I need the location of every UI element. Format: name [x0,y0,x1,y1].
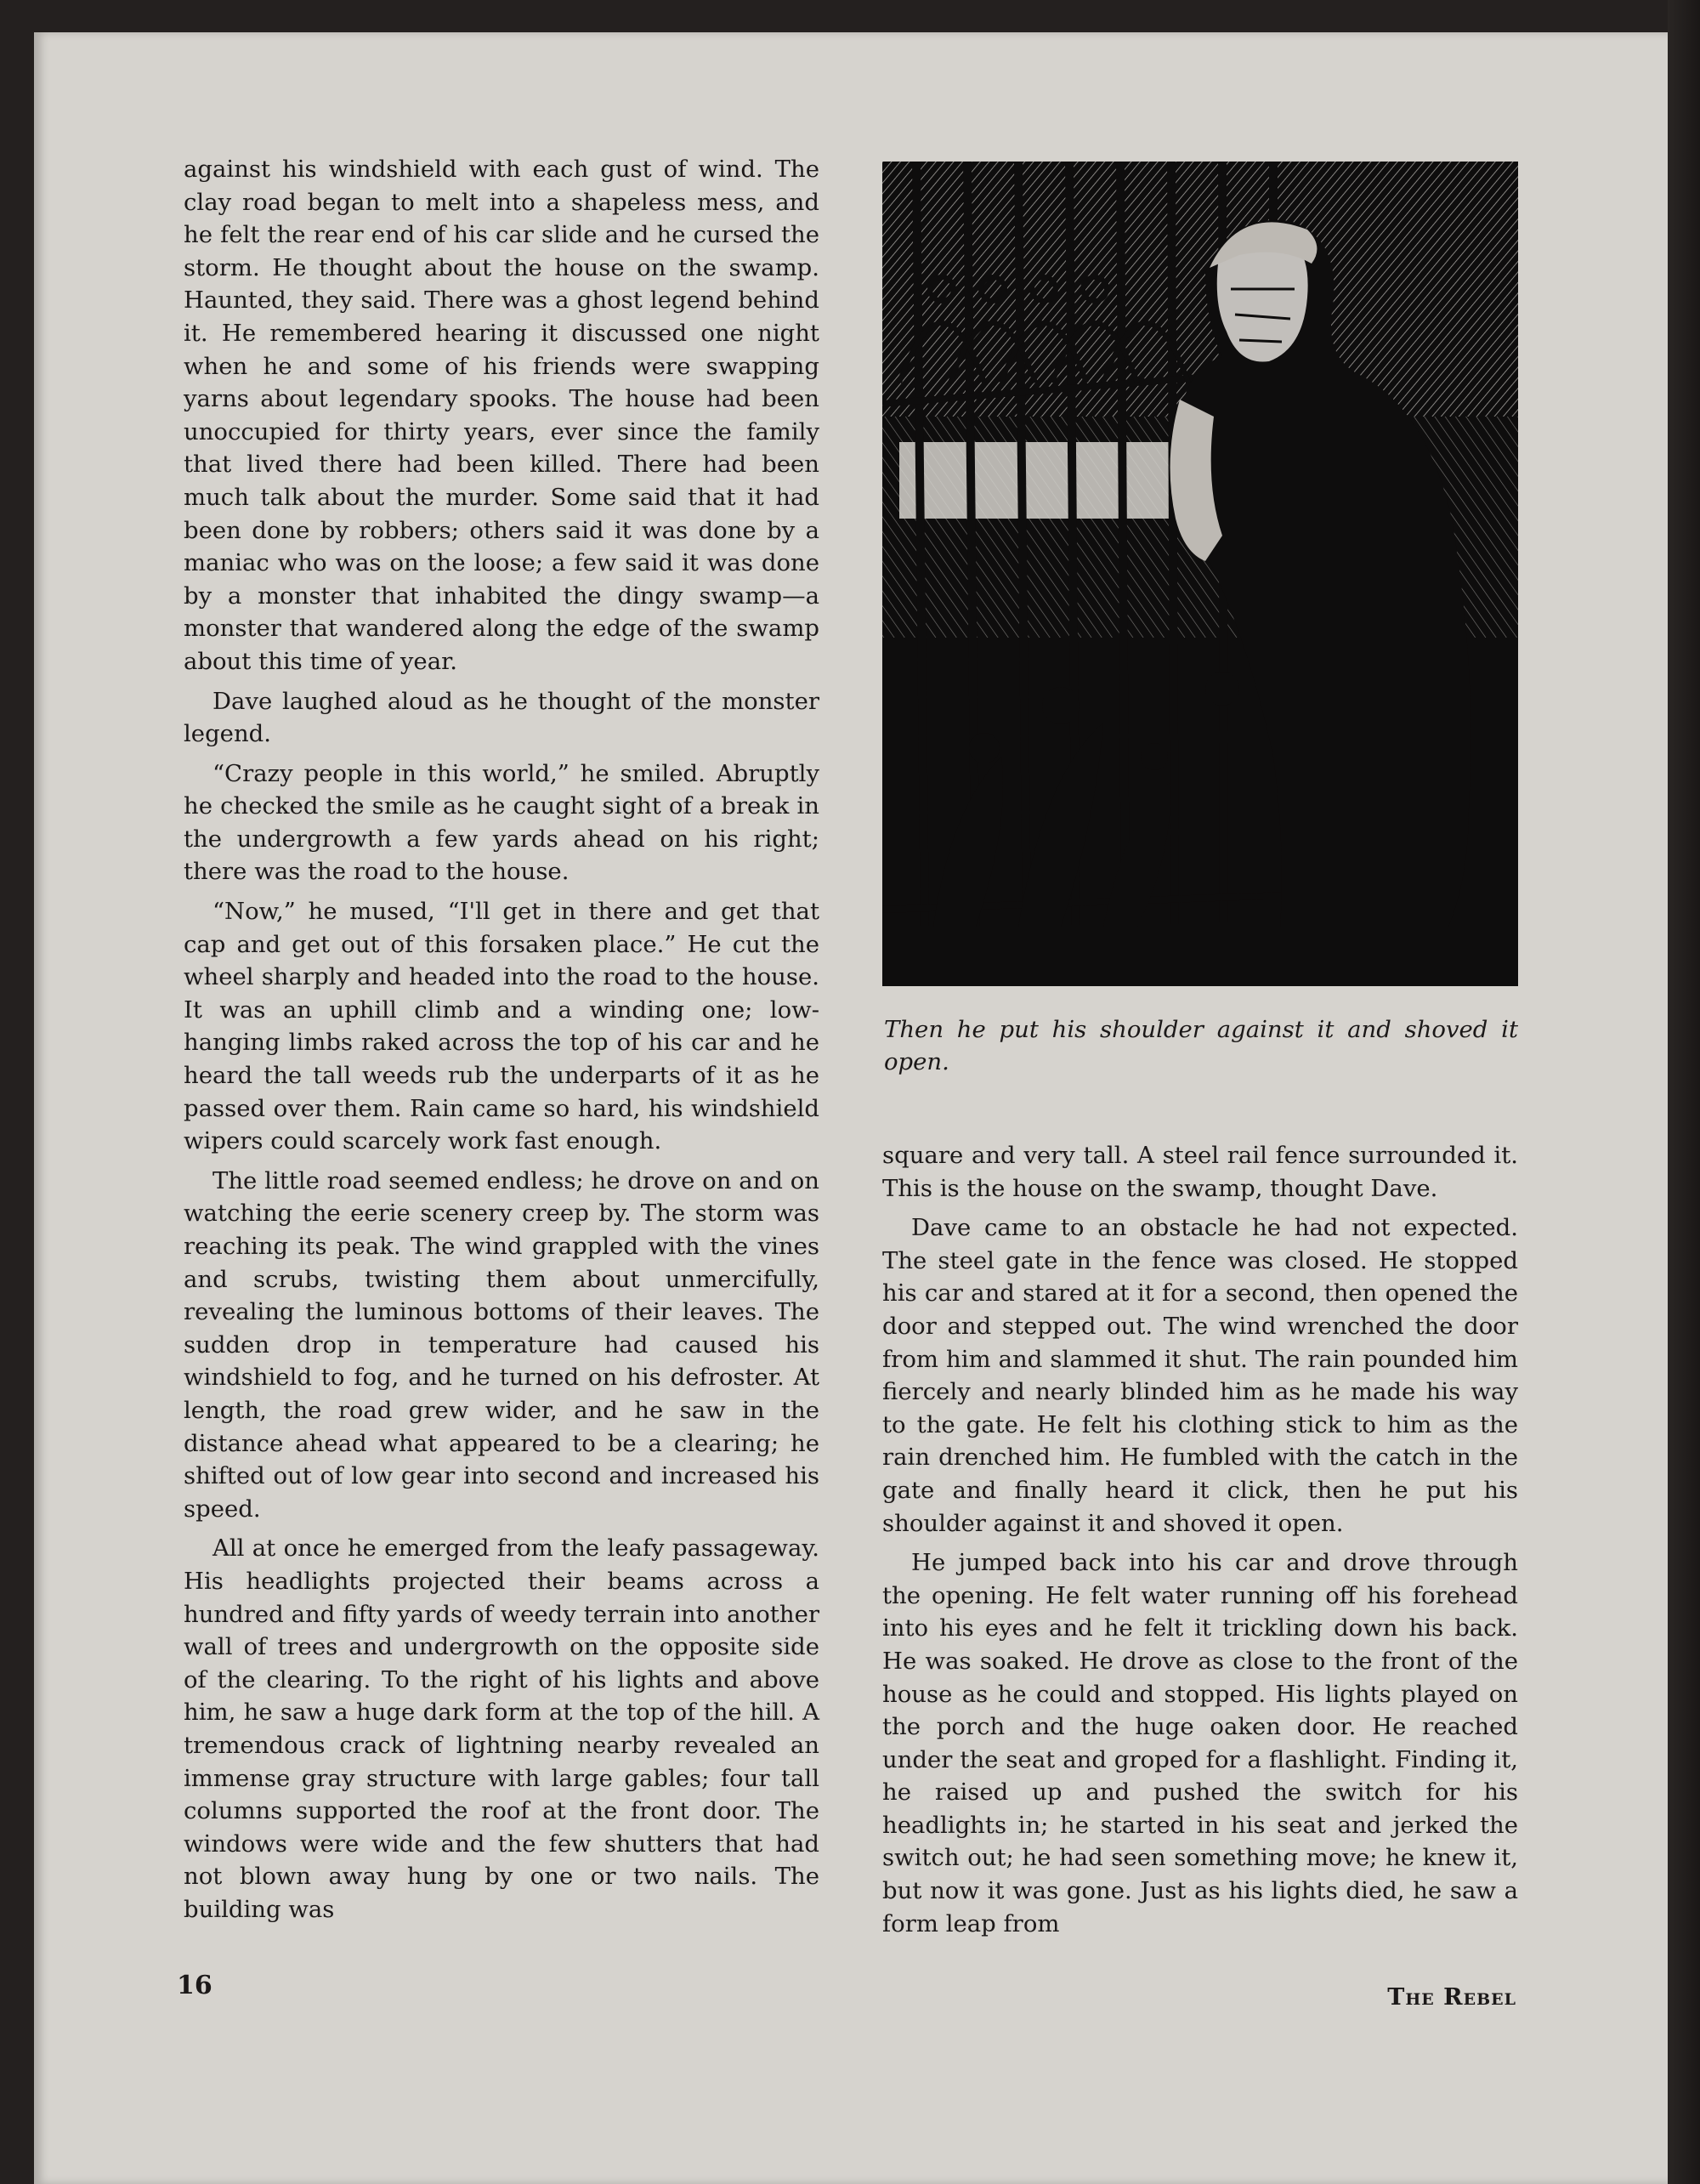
left-text-column [184,153,819,1932]
story-illustration [882,162,1518,986]
paragraph: “Now,” he mused, “I'll get in there and get that cap and get out of this forsaken place.” He cut the wheel sharply and headed into the road to the house. It was an uphill climb and a winding one; low-hanging limbs raked across the top of his car and he heard the tall weeds rub the underparts of it as he passed over them. Rain came so hard, his windshield wipers could scarcely work fast enough. [184,898,819,1155]
page-number: 16 [177,1971,212,2000]
illustration-caption: Then he put his shoulder against it and shoved it open. [884,1016,1518,1075]
publication-title: The Rebel [1387,1984,1516,2011]
paragraph: against his windshield with each gust of wind. The clay road began to melt into a shapeless mess, and he felt the rear end of his car slide and he cursed the storm. He thought about the house on the swamp. Haunted, they said. There was a ghost legend behind it. He remembered hearing it discussed one night when he and some of his friends were swapping yarns about legendary spooks. The house had been unoccupied for thirty years, ever since the family that lived there had been killed. There had been much talk about the murder. Some said that it had been done by robbers; others said it was done by a maniac who was on the loose; a few said it was done by a monster that inhabited the dingy swamp—a monster that wandered along the edge of the swamp about this time of year. [184,156,819,675]
paragraph: square and very tall. A steel rail fence surrounded it. This is the house on the swamp, thought Dave. [882,1142,1518,1202]
paragraph: All at once he emerged from the leafy passageway. His headlights projected their beams across a hundred and fifty yards of weedy terrain into another wall of trees and undergrowth on the opposite side of the clearing. To the right of his lights and above him, he saw a huge dark form at the top of the hill. A tremendous crack of lightning nearby revealed an immense gray structure with large gables; four tall columns supported the roof at the front door. The windows were wide and the few shutters that had not blown away hung by one or two nails. The building was [184,1534,819,1923]
paragraph: “Crazy people in this world,” he smiled. Abruptly he checked the smile as he caught sight of a break in the undergrowth a few yards ahead on his right; there was the road to the house. [184,759,819,886]
right-text-column [882,1139,1518,1947]
page-edge [1668,0,1700,2184]
paragraph: Dave laughed aloud as he thought of the monster legend. [184,687,819,748]
man-at-gate-drawing [882,162,1518,986]
paragraph: The little road seemed endless; he drove on and on watching the eerie scenery creep by. The storm was reaching its peak. The wind grappled with the vines and scrubs, twisting them about unmercifully, revealing the luminous bottoms of their leaves. The sudden drop in temperature had caused his windshield to fog, and he turned on his defroster. At length, the road grew wider, and he saw in the distance ahead what appeared to be a clearing; he shifted out of low gear into second and increased his speed. [184,1166,819,1523]
paragraph: He jumped back into his car and drove through the opening. He felt water running off his forehead into his eyes and he felt it trickling down his back. He was soaked. He drove as close to the front of the house as he could and stopped. His lights played on the porch and the huge oaken door. He reached under the seat and groped for a flashlight. Finding it, he raised up and pushed the switch for his headlights in; he started in his seat and jerked the switch out; he had seen something move; he knew it, but now it was gone. Just as his lights died, he saw a form leap from [882,1549,1518,1937]
paragraph: Dave came to an obstacle he had not expected. The steel gate in the fence was closed. He stopped his car and stared at it for a second, then opened the door and stepped out. The wind wrenched the door from him and slammed it shut. The rain pounded him fiercely and nearly blinded him as he made his way to the gate. He felt his clothing stick to him as the rain drenched him. He fumbled with the catch in the gate and finally heard it click, then he put his shoulder against it and shoved it open. [882,1214,1518,1537]
